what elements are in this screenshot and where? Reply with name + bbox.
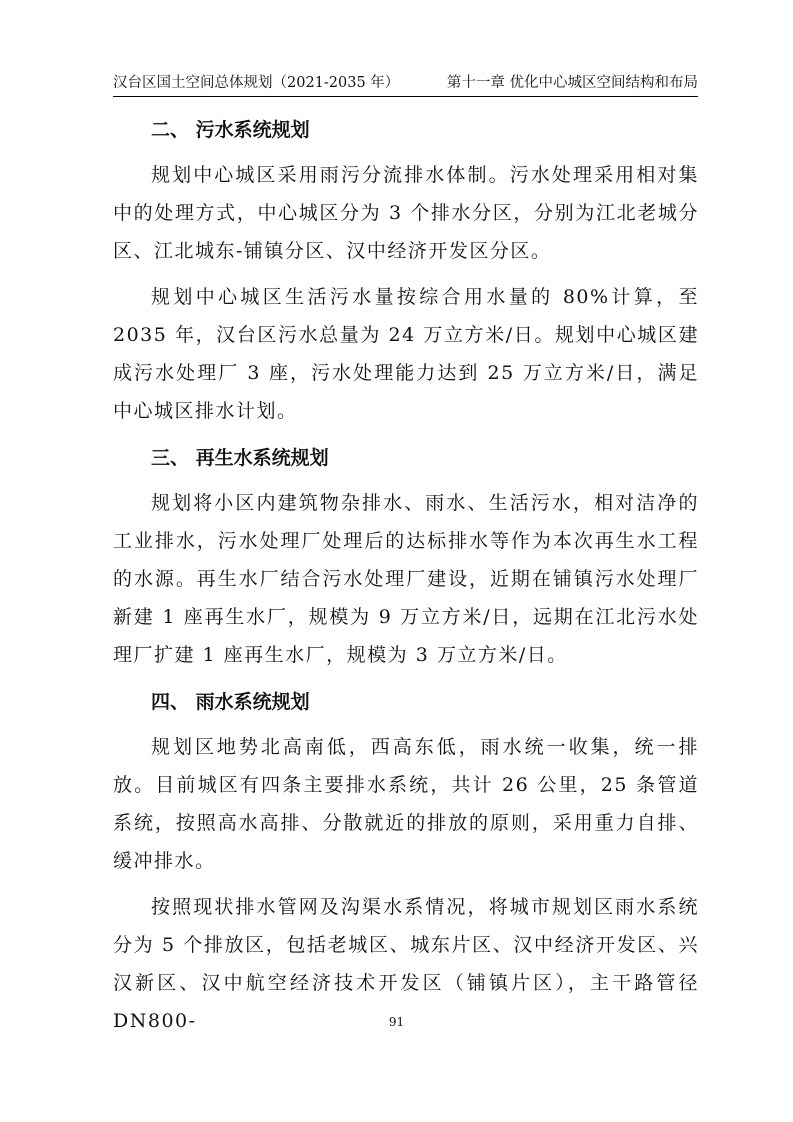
paragraph-sewage-system: 规划中心城区采用雨污分流排水体制。污水处理采用相对集中的处理方式，中心城区分为 3 个排水分区，分别为江北老城分区、江北城东-铺镇分区、汉中经济开发区分区。: [113, 164, 699, 262]
running-header: [113, 70, 698, 97]
paragraph-rainwater-terrain: 规划区地势北高南低，西高东低，雨水统一收集，统一排放。目前城区有四条主要排水系统，共计 26 公里，25 条管道系统，按照高水高排、分散就近的排放的原则，采用重力自排、缓冲排水。: [113, 736, 699, 872]
header-document-title: 汉台区国土空间总体规划（2021-2035 年）: [113, 75, 400, 91]
paragraph-sewage-volume: 规划中心城区生活污水量按综合用水量的 80%计算，至 2035 年，汉台区污水总量为 24 万立方米/日。规划中心城区建成污水处理厂 3 座，污水处理能力达到 25 万立方米/日，满足中心城区排水计划。: [113, 286, 699, 422]
page-body: [113, 110, 699, 1048]
section-heading-sewage: 二、 污水系统规划: [151, 119, 310, 141]
paragraph-reclaimed-water: 规划将小区内建筑物杂排水、雨水、生活污水，相对洁净的工业排水，污水处理厂处理后的达标排水等作为本次再生水工程的水源。再生水厂结合污水处理厂建设，近期在铺镇污水处理厂新建 1 座再生水厂，规模为 9 万立方米/日，远期在江北污水处理厂扩建 1 座再生水厂，规模为 3 万立方米/日。: [113, 492, 699, 666]
section-heading-reclaimed-water: 三、 再生水系统规划: [151, 447, 329, 469]
page-number: 91: [388, 1015, 405, 1029]
paragraph-rainwater-zones: 按照现状排水管网及沟渠水系情况，将城市规划区雨水系统分为 5 个排放区，包括老城区、城东片区、汉中经济开发区、兴汉新区、汉中航空经济技术开发区（铺镇片区），主干路管径 DN800-: [113, 896, 699, 1032]
section-heading-rainwater: 四、 雨水系统规划: [151, 691, 310, 713]
header-chapter-title: 第十一章 优化中心城区空间结构和布局: [446, 75, 698, 91]
